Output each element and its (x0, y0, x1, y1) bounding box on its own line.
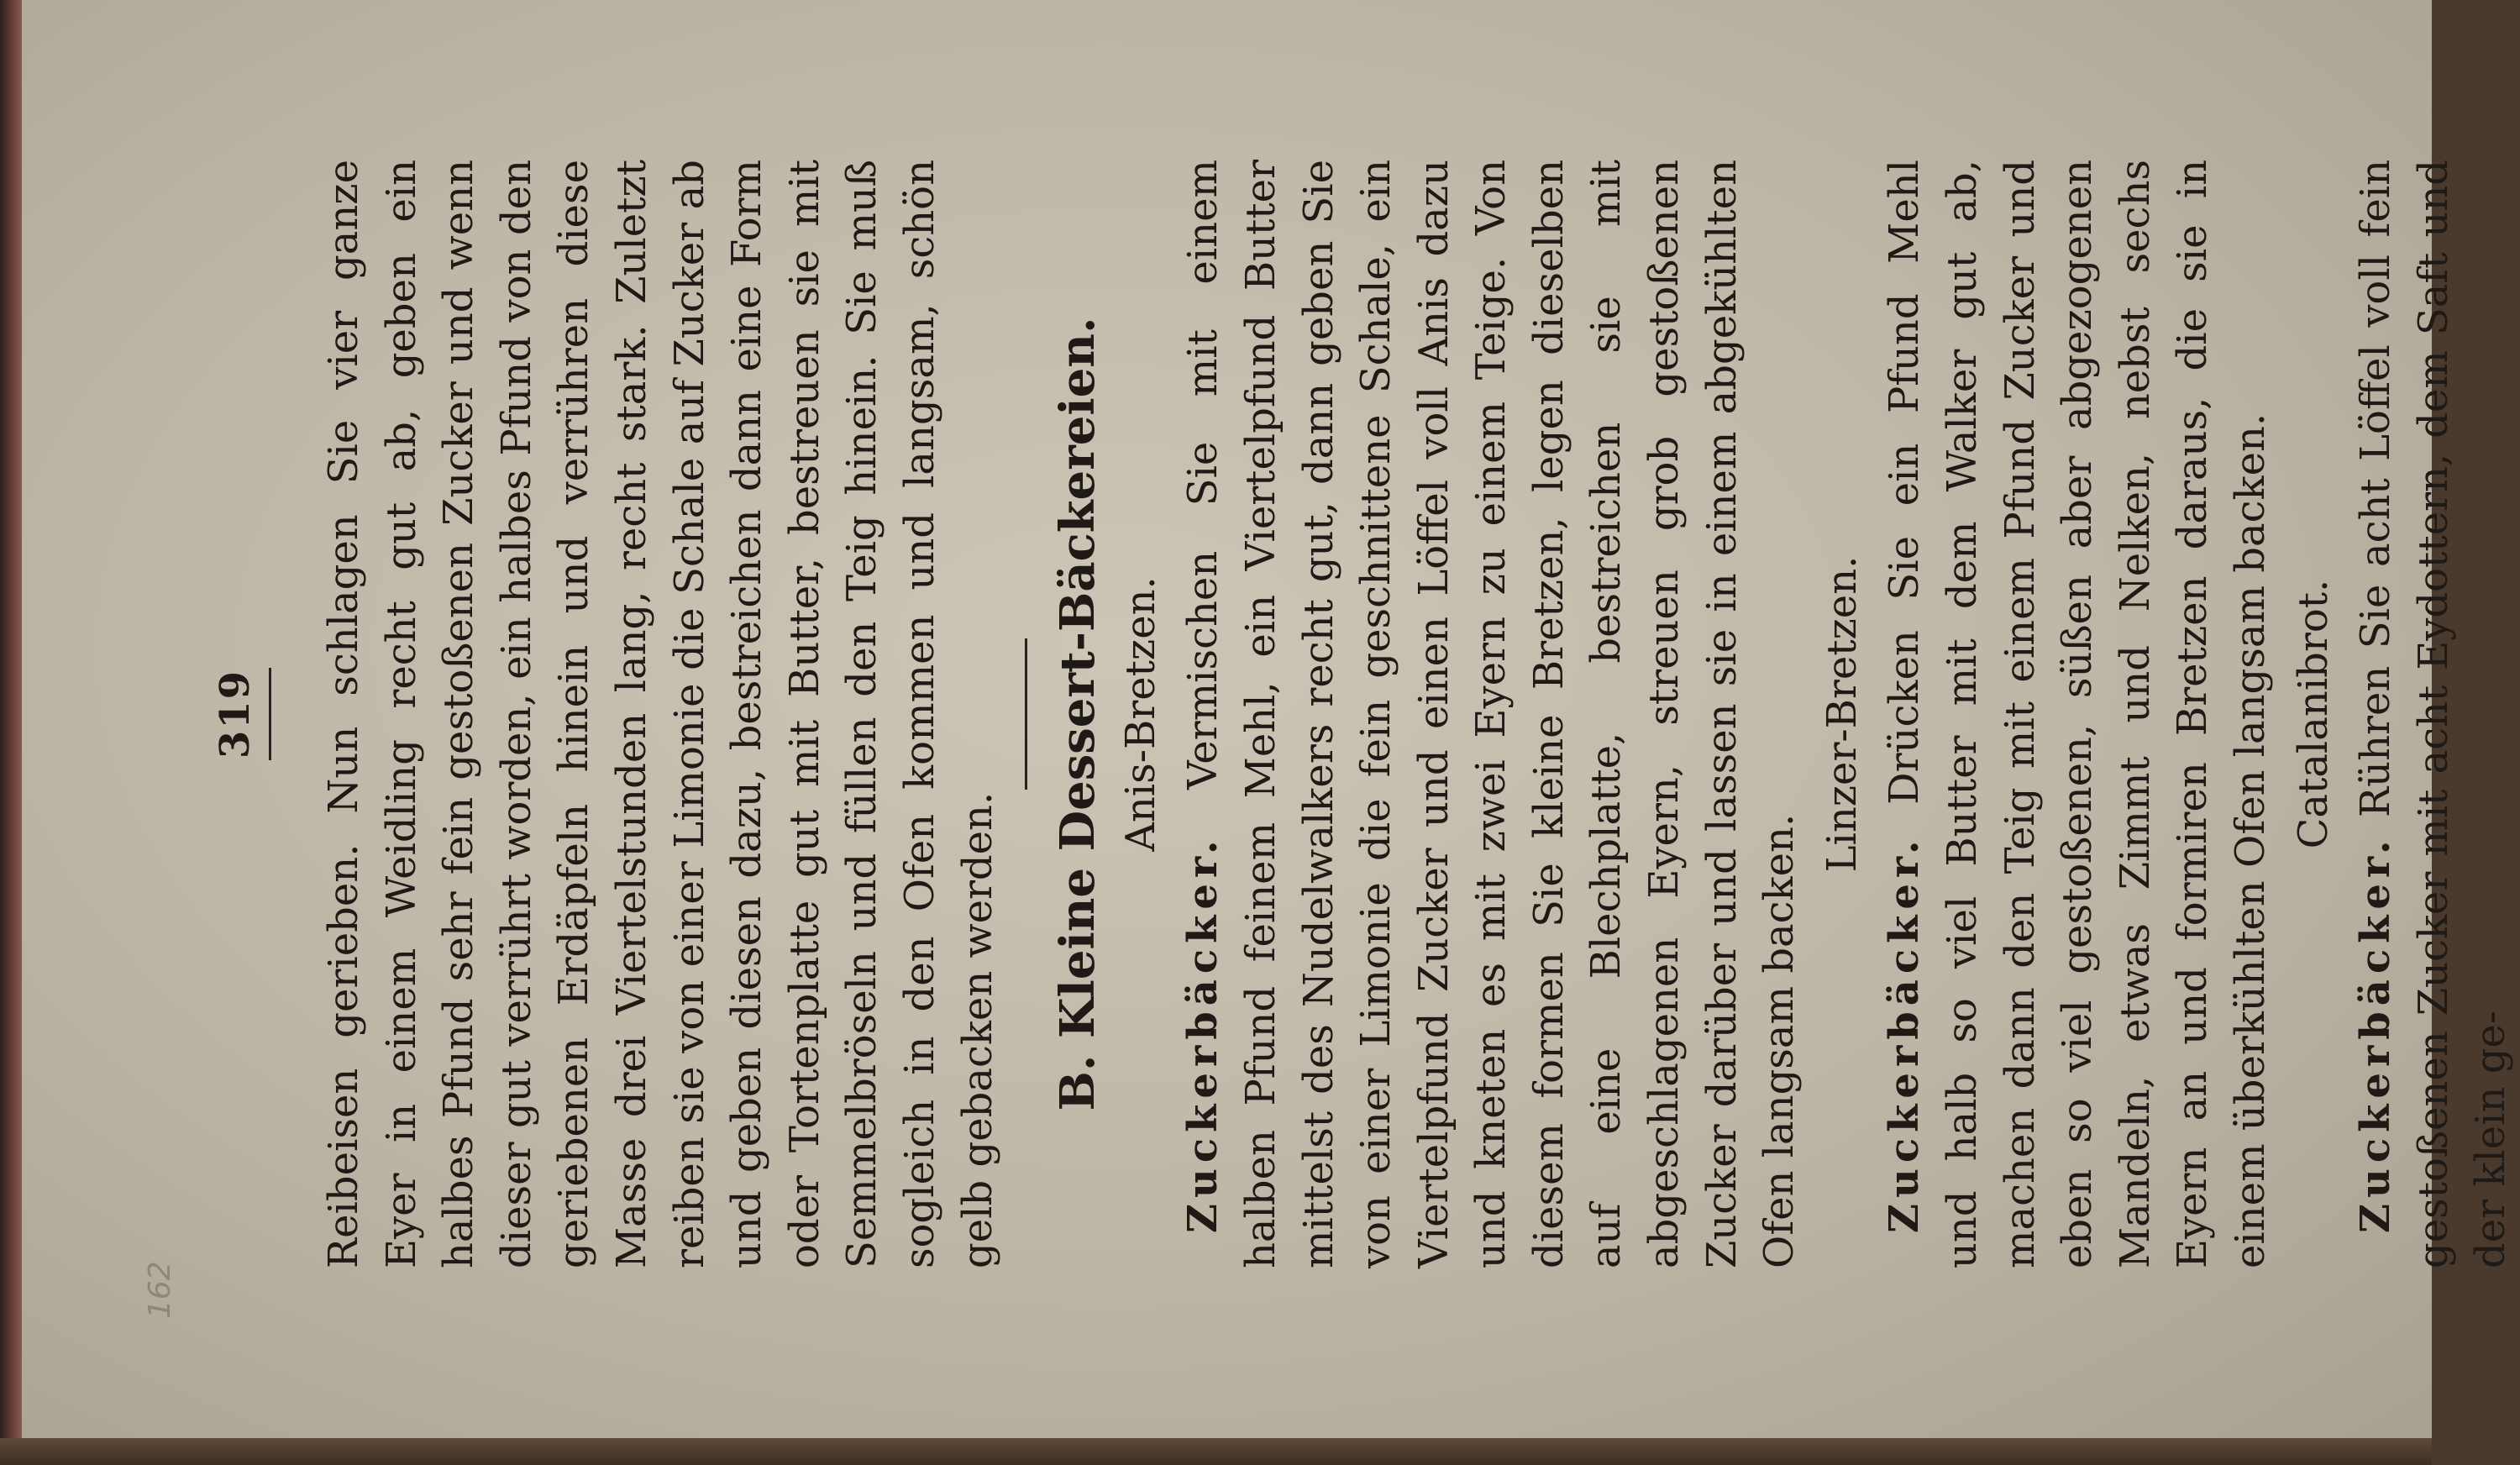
recipe-text-catalanibrot: Rühren Sie acht Löffel voll fein gestoßenen Zucker mit acht Eydottern, dem Saft und der klein ge- (2352, 160, 2515, 1268)
section-title: B. Kleine Dessert-Bäckereien. (1050, 317, 1106, 1111)
recipe-lead-anis: Zuckerbäcker. (1179, 834, 1227, 1233)
page-body (315, 160, 2520, 1268)
pencil-annotation: 162 (143, 1261, 177, 1319)
recipe-title-anis: Anis-Bretzen. (1116, 576, 1164, 852)
recipe-paragraph-catalanibrot (2347, 160, 2520, 1268)
section-divider (1025, 638, 1027, 790)
page-number-rule (269, 668, 271, 760)
intro-paragraph: Reibeisen gerieben. Nun schlagen Sie vier ganze Eyer in einem Weidling recht gut ab, geben ein halbes Pfund sehr fein gestoßenen Zucker und wenn dieser gut verrührt worden, ein halbes Pfund von den geriebenen Erdäpfeln hinein und verrühren diese Masse drei Viertelstunden lang, recht stark. Zuletzt reiben sie von einer Limonie die Schale auf Zucker ab und geben diesen dazu, bestreichen dann eine Form oder Tortenplatte gut mit Butter, bestreuen sie mit Semmelbröseln und füllen den Teig hinein. Sie muß sogleich in den Ofen kommen und langsam, schön gelb gebacken werden. (320, 160, 1001, 1268)
book-edge-left (0, 0, 22, 1465)
rotated-page-content (143, 34, 2515, 1394)
book-edge-bottom (0, 1438, 2432, 1465)
recipe-lead-catalanibrot: Zuckerbäcker. (2352, 834, 2400, 1233)
recipe-paragraph-anis (1174, 160, 1809, 1268)
recipe-title-catalanibrot: Catalanibrot. (2289, 579, 2337, 849)
recipe-paragraph-linzer (1876, 160, 2279, 1268)
page-number: 319 (212, 669, 259, 759)
paper-sheet (22, 0, 2515, 1438)
recipe-text-linzer: Drücken Sie ein Pfund Mehl und halb so viel Butter mit dem Walker gut ab, machen dann den Teig mit einem Pfund Zucker und eben so viel gestoßenen, süßen aber abgezogenen Mandeln, etwas Zimmt und Nelken, nebst sechs Eyern an und formiren Bretzen daraus, die sie in einem überkühlten Ofen langsam backen. (1881, 160, 2274, 1268)
recipe-title-linzer: Linzer-Bretzen. (1818, 555, 1866, 873)
recipe-lead-linzer: Zuckerbäcker. (1881, 834, 1929, 1233)
recipe-text-anis: Vermischen Sie mit einem halben Pfund feinem Mehl, ein Viertelpfund Butter mittelst des Nudelwalkers recht gut, dann geben Sie von einer Limonie die fein geschnittene Schale, ein Viertelpfund Zucker und einen Löffel voll Anis dazu und kneten es mit zwei Eyern zu einem Teige. Von diesem formen Sie kleine Bretzen, legen dieselben auf eine Blechplatte, bestreichen sie mit abgeschlagenen Eyern, streuen grob gestoßenen Zucker darüber und lassen sie in einem abgekühlten Ofen langsam backen. (1179, 160, 1803, 1268)
